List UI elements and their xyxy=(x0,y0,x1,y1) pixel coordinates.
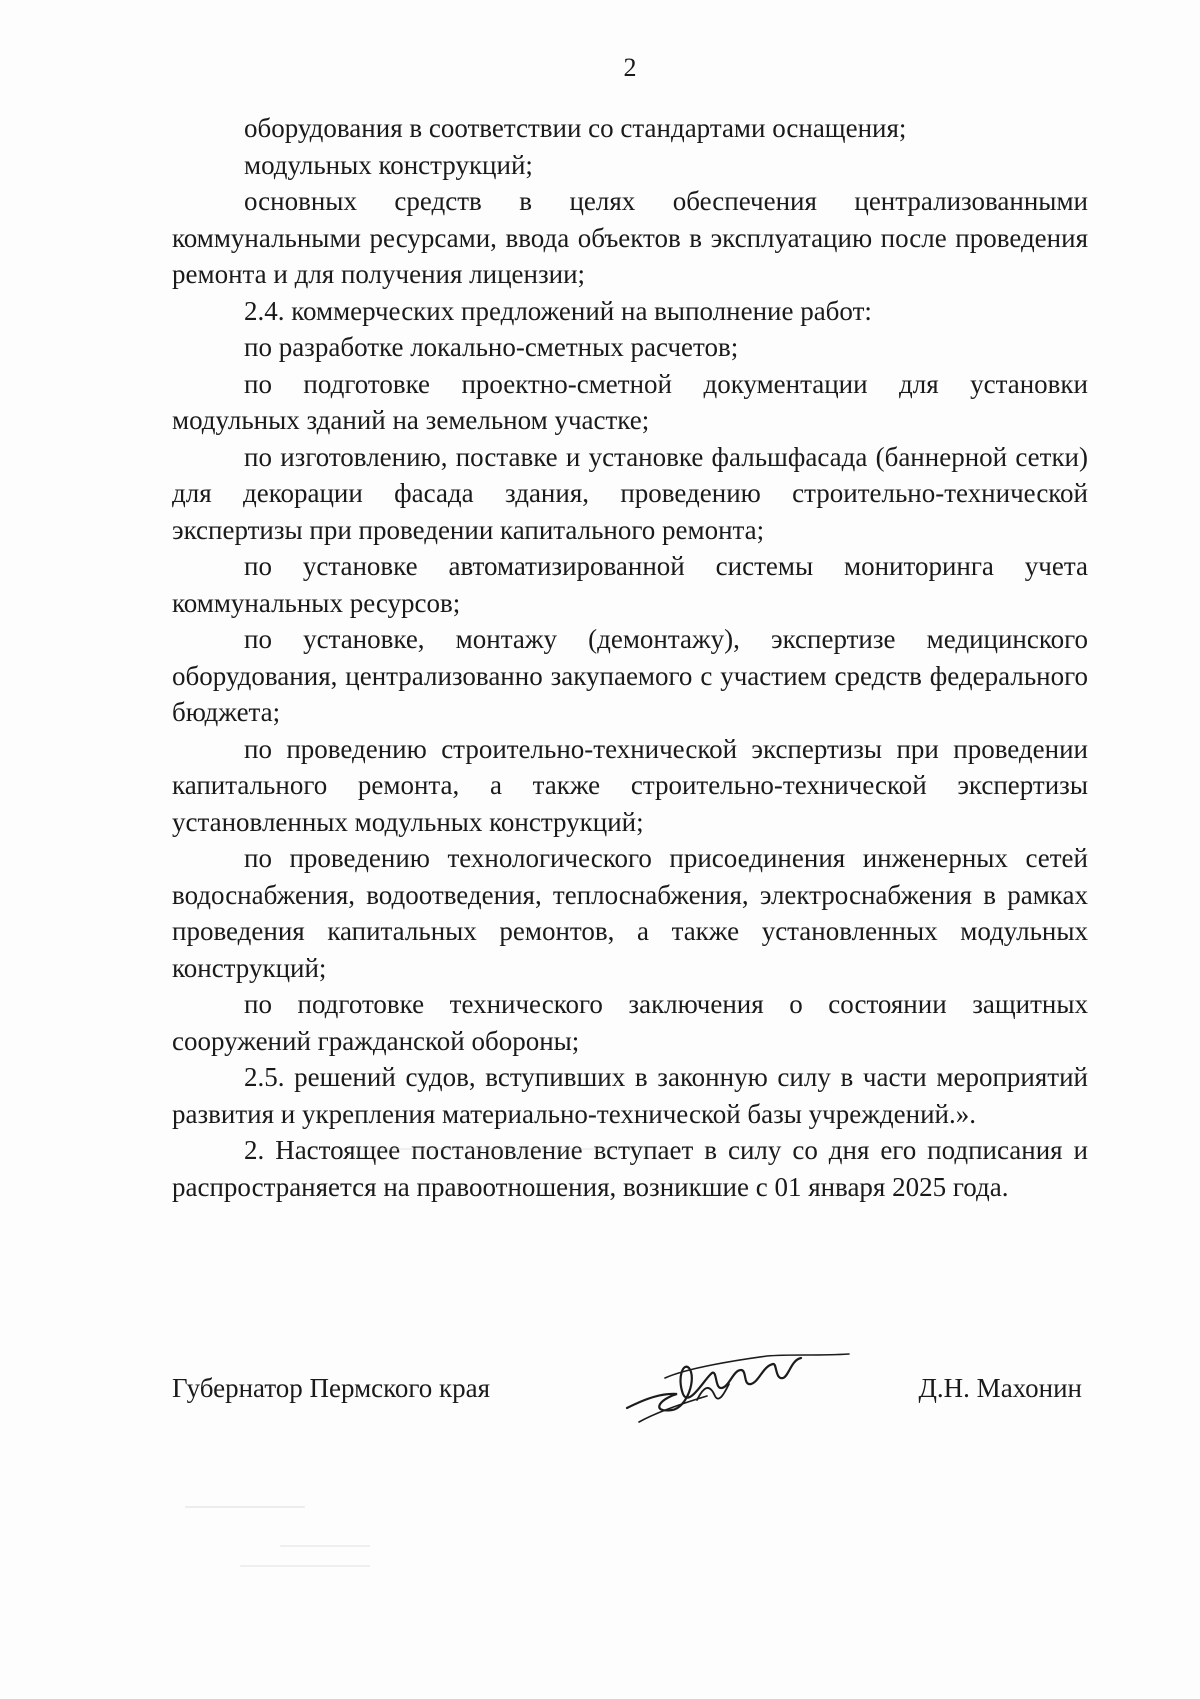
document-body xyxy=(172,110,1088,1205)
paragraph: по проведению строительно-технической экспертизы при проведении капитального ремонта, а также строительно-технической экспертизы установленных модульных конструкций; xyxy=(172,733,1088,837)
paragraph: по установке, монтажу (демонтажу), экспертизе медицинского оборудования, централизованно закупаемого с участием средств федерального бюджета; xyxy=(172,624,1088,727)
scan-speck xyxy=(280,1545,370,1547)
scan-speck xyxy=(360,1148,620,1150)
paragraph: по проведению технологического присоединения инженерных сетей водоснабжения, водоотведения, теплоснабжения, электроснабжения в рамках проведения капитальных ремонтов, а также установленных модульных конструкций; xyxy=(172,843,1088,983)
scan-speck xyxy=(240,1565,370,1567)
signatory-title: Губернатор Пермского края xyxy=(172,1373,491,1403)
signature-block xyxy=(172,1370,1088,1430)
paragraph: основных средств в целях обеспечения централизованными коммунальными ресурсами, ввода объектов в эксплуатацию после проведения ремонта и для получения лицензии; xyxy=(172,186,1088,289)
paragraph: по подготовке технического заключения о состоянии защитных сооружений гражданской обороны; xyxy=(172,989,1088,1056)
paragraph: оборудования в соответствии со стандартами оснащения; xyxy=(244,113,907,143)
signatory-name: Д.Н. Махонин xyxy=(918,1373,1082,1403)
scan-speck xyxy=(185,1506,305,1508)
paragraph: 2.4. коммерческих предложений на выполнение работ: xyxy=(244,295,872,326)
page-number: 2 xyxy=(623,53,637,82)
paragraph: 2.5. решений судов, вступивших в законную силу в части мероприятий развития и укрепления материально-технической базы учреждений.». xyxy=(172,1062,1088,1129)
paragraph: 2. Настоящее постановление вступает в силу со дня его подписания и распространяется на правоотношения, возникшие с 01 января 2025 года. xyxy=(172,1135,1088,1202)
paragraph: по установке автоматизированной системы мониторинга учета коммунальных ресурсов; xyxy=(172,551,1088,618)
paragraph: по подготовке проектно-сметной документации для установки модульных зданий на земельном участке; xyxy=(172,368,1088,435)
paragraph: по разработке локально-сметных расчетов; xyxy=(244,332,739,362)
handwritten-signature xyxy=(617,1338,857,1428)
paragraph: модульных конструкций; xyxy=(244,149,533,180)
paragraph: по изготовлению, поставке и установке фальшфасада (баннерной сетки) для декорации фасада здания, проведению строительно-технической экспертизы при проведении капитального ремонта; xyxy=(172,441,1088,545)
